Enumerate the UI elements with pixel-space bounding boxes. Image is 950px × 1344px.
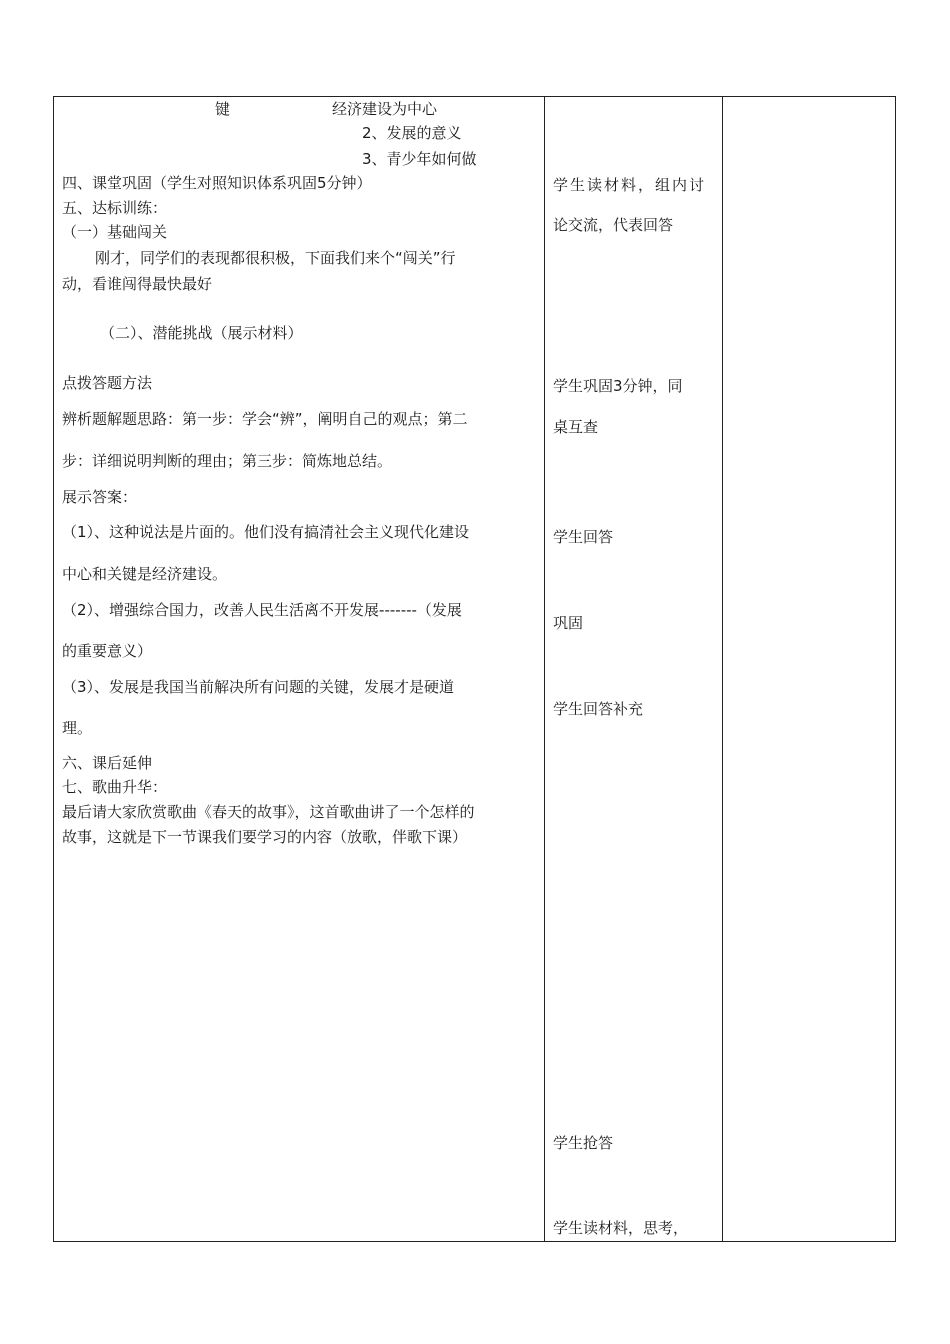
- answer-line: （1）、这种说法是片面的。他们没有搞清社会主义现代化建设: [62, 523, 470, 541]
- answer-line: （3）、发展是我国当前解决所有问题的关键，发展才是硬道: [62, 678, 455, 696]
- text-line: 步：详细说明判断的理由；第三步：简炼地总结。: [62, 452, 393, 470]
- text-line: 展示答案：: [62, 488, 138, 506]
- answer-line: （2）、增强综合国力，改善人民生活离不开发展-------（发展: [62, 601, 462, 619]
- answer-line: 中心和关键是经济建设。: [62, 565, 228, 583]
- section-heading: 七、歌曲升华：: [62, 778, 168, 796]
- section-heading: 四、课堂巩固（学生对照知识体系巩固5分钟）: [62, 174, 372, 192]
- section-heading: 五、达标训练：: [62, 199, 168, 217]
- text-line: 键: [215, 100, 231, 118]
- answer-line: 的重要意义）: [62, 642, 153, 660]
- answer-line: 理。: [62, 719, 93, 737]
- student-activity: 学生读材料，组内讨: [553, 176, 707, 194]
- text-line: 辨析题解题思路：第一步：学会“辨”，阐明自己的观点；第二: [62, 410, 468, 428]
- column-divider-2: [722, 97, 723, 1241]
- student-activity: 学生抢答: [553, 1134, 614, 1152]
- student-activity: 论交流，代表回答: [553, 216, 674, 234]
- text-line: 故事，这就是下一节课我们要学习的内容（放歌，伴歌下课）: [62, 828, 468, 846]
- text-line: 3、青少年如何做: [362, 150, 477, 168]
- text-line: 点拨答题方法: [62, 374, 153, 392]
- student-activity: 学生回答补充: [553, 700, 644, 718]
- column-divider-1: [544, 97, 545, 1241]
- student-activity: 学生读材料，思考，: [553, 1219, 689, 1237]
- text-line: 最后请大家欣赏歌曲《春天的故事》，这首歌曲讲了一个怎样的: [62, 803, 475, 821]
- student-activity: 学生巩固3分钟，同: [553, 377, 683, 395]
- text-line: 经济建设为中心: [332, 100, 438, 118]
- text-line: 2、发展的意义: [362, 124, 462, 142]
- text-line: 刚才，同学们的表现都很积极，下面我们来个“闯关”行: [95, 249, 456, 267]
- subsection-heading: （一）基础闯关: [62, 223, 168, 241]
- text-line: 动，看谁闯得最快最好: [62, 275, 213, 293]
- subsection-heading: （二）、潜能挑战（展示材料）: [100, 324, 303, 342]
- student-activity: 桌互查: [553, 418, 599, 436]
- student-activity: 学生回答: [553, 528, 614, 546]
- section-heading: 六、课后延伸: [62, 754, 153, 772]
- student-activity: 巩固: [553, 614, 584, 632]
